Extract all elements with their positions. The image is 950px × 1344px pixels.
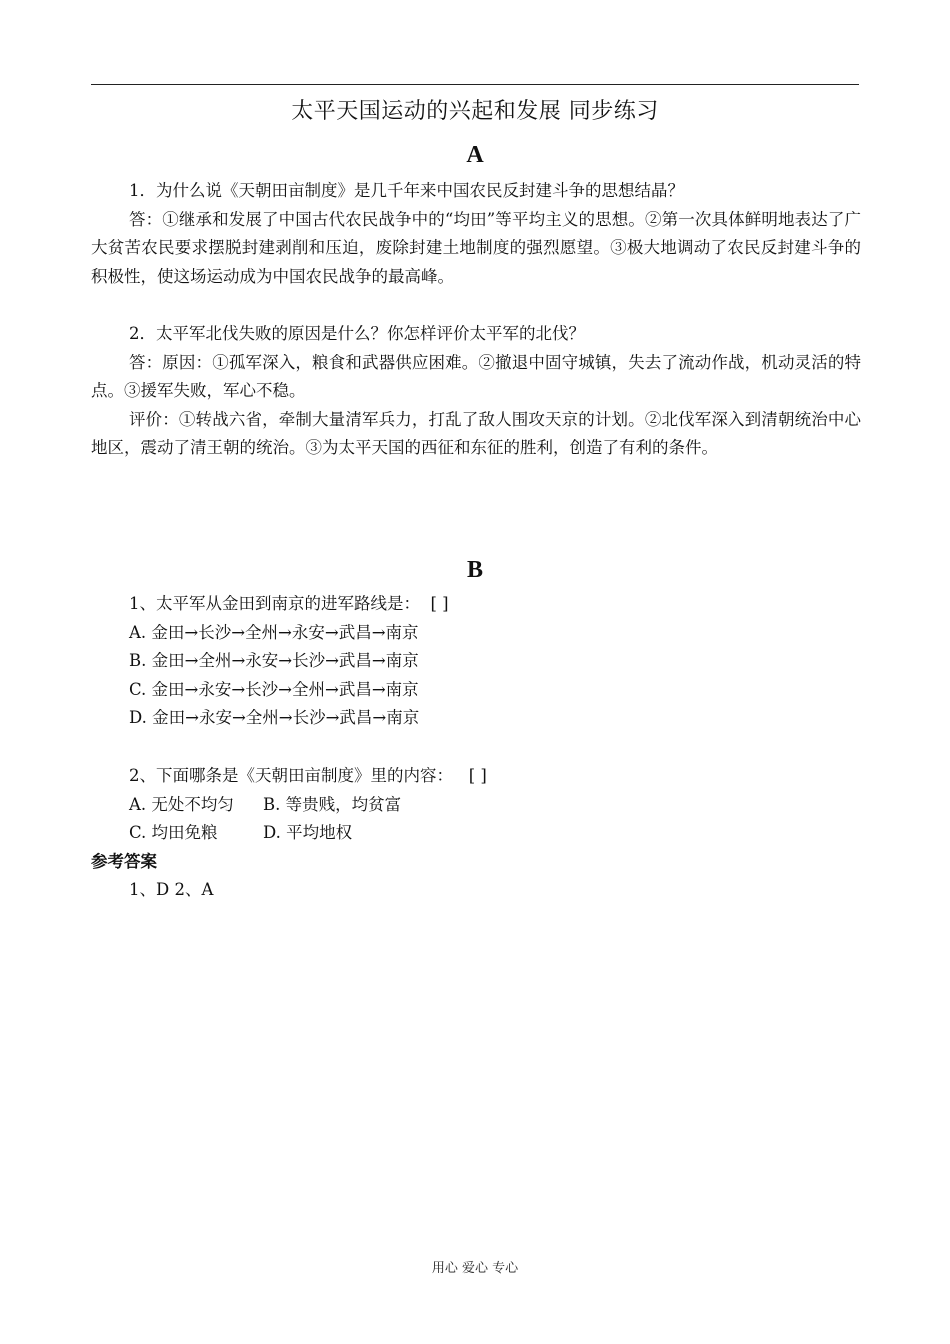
section-a-heading: A: [466, 142, 484, 168]
option-b: B. 等贵贱，均贫富: [263, 795, 402, 814]
option-d: D. 平均地权: [263, 823, 353, 842]
section-b-q1-question: 1、太平军从金田到南京的进军路线是： [ ]: [129, 594, 449, 613]
q2-options-row-2: [129, 819, 352, 848]
header-rule: [91, 84, 859, 85]
question-text: 1．为什么说《天朝田亩制度》是几千年来中国农民反封建斗争的思想结晶？: [129, 181, 684, 200]
answer-evaluation-text: 评价：①转战六省，牵制大量清军兵力，打乱了敌人围攻天京的计划。②北伐军深入到清朝统治中心地区，震动了清王朝的统治。③为太平天国的西征和东征的胜利，创造了有利的条件。: [91, 409, 861, 457]
answers-text: 1、D 2、A: [129, 880, 214, 899]
q2-options-row-1: [129, 791, 401, 820]
section-a-q1: [91, 177, 861, 291]
answer-text: 答：①继承和发展了中国古代农民战争中的“均田”等平均主义的思想。②第一次具体鲜明地表达了广大贫苦农民要求摆脱封建剥削和压迫，废除封建土地制度的强烈愿望。③极大地调动了农民反封建斗争的积极性，使这场运动成为中国农民战争的最高峰。: [91, 209, 861, 286]
option-a: A. 金田→长沙→全州→永安→武昌→南京: [129, 623, 419, 642]
section-a-q2: [91, 320, 861, 463]
option-a: A. 无处不均匀: [129, 795, 234, 814]
section-b-q2-question: 2、下面哪条是《天朝田亩制度》里的内容： [ ]: [129, 766, 487, 785]
option-d: D. 金田→永安→全州→长沙→武昌→南京: [129, 708, 420, 727]
option-c: C. 均田免粮: [129, 823, 218, 842]
question-text: 2．太平军北伐失败的原因是什么？你怎样评价太平军的北伐？: [129, 324, 585, 343]
page-footer: 用心 爱心 专心: [431, 1261, 519, 1276]
option-c: C. 金田→永安→长沙→全州→武昌→南京: [129, 680, 419, 699]
answers-title: 参考答案: [91, 852, 157, 871]
section-b-heading: B: [466, 557, 483, 583]
answer-reason-text: 答：原因：①孤军深入，粮食和武器供应困难。②撤退中固守城镇，失去了流动作战，机动灵活的特点。③援军失败，军心不稳。: [91, 352, 861, 400]
option-b: B. 金田→全州→永安→长沙→武昌→南京: [129, 651, 419, 670]
page-title: 太平天国运动的兴起和发展 同步练习: [291, 99, 659, 124]
